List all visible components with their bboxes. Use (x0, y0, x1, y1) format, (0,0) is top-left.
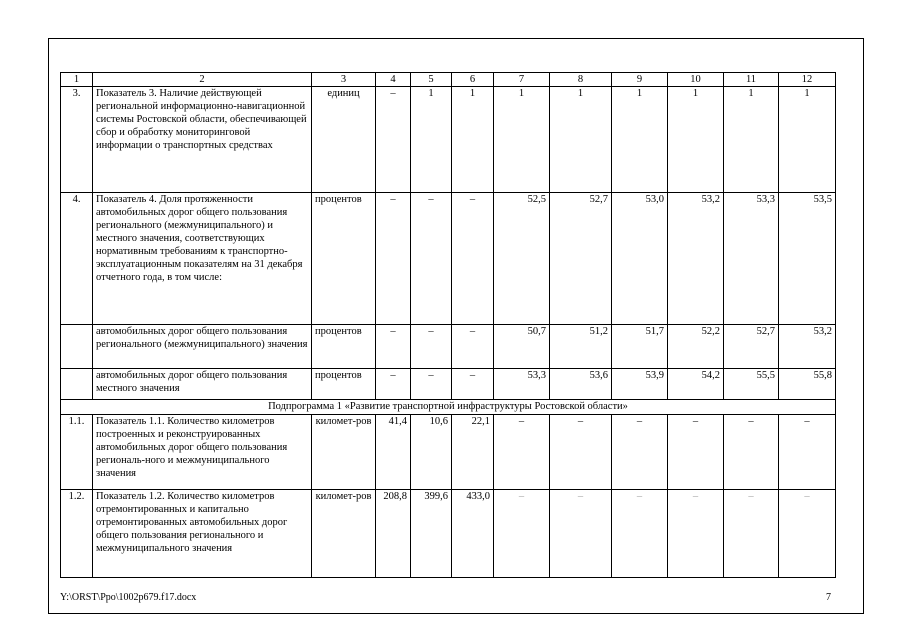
value-cell: 1 (668, 87, 724, 193)
unit-cell: процентов (312, 193, 376, 325)
value-cell: 54,2 (668, 369, 724, 400)
table-header-row (61, 73, 836, 87)
value-cell: 53,3 (494, 369, 550, 400)
indicator-text: Показатель 3. Наличие действующей региональной информационно-навигационной системы Ростовской области, обеспечивающей сбор и обработку мониторинговой информации о транспортных средствах (93, 87, 312, 193)
unit-cell: процентов (312, 325, 376, 369)
value-cell: 1 (550, 87, 612, 193)
header-cell: 8 (550, 73, 612, 87)
value-cell: – (452, 193, 494, 325)
unit-cell: единиц (312, 87, 376, 193)
value-cell: – (612, 415, 668, 490)
value-cell: – (411, 325, 452, 369)
value-cell: – (779, 490, 836, 578)
row-number: 4. (61, 193, 93, 325)
value-cell: 52,7 (724, 325, 779, 369)
value-cell: 53,0 (612, 193, 668, 325)
value-cell: 55,5 (724, 369, 779, 400)
subprogram-title: Подпрограмма 1 «Развитие транспортной инфраструктуры Ростовской области» (61, 400, 836, 415)
value-cell: – (411, 369, 452, 400)
value-cell: – (452, 369, 494, 400)
header-cell: 11 (724, 73, 779, 87)
footer-page-number: 7 (826, 592, 831, 603)
subprogram-row (61, 400, 836, 415)
value-cell: 53,9 (612, 369, 668, 400)
table-row (61, 369, 836, 400)
value-cell: – (494, 490, 550, 578)
header-cell: 2 (93, 73, 312, 87)
value-cell: 51,7 (612, 325, 668, 369)
value-cell: 53,2 (668, 193, 724, 325)
header-cell: 4 (376, 73, 411, 87)
table-row (61, 87, 836, 193)
value-cell: 53,2 (779, 325, 836, 369)
value-cell: – (724, 415, 779, 490)
header-cell: 6 (452, 73, 494, 87)
value-cell: 52,7 (550, 193, 612, 325)
value-cell: – (612, 490, 668, 578)
value-cell: 52,2 (668, 325, 724, 369)
value-cell: – (779, 415, 836, 490)
value-cell: – (550, 415, 612, 490)
row-number (61, 325, 93, 369)
value-cell: 41,4 (376, 415, 411, 490)
value-cell: 55,8 (779, 369, 836, 400)
table-row (61, 193, 836, 325)
header-cell: 9 (612, 73, 668, 87)
table-row (61, 415, 836, 490)
indicator-text: Показатель 4. Доля протяженности автомобильных дорог общего пользования регионального (межмуниципального) и местного значения, соответствующих нормативным требованиям к транспортно-эксплуатационным показателям на 31 декабря отчетного года, в том числе: (93, 193, 312, 325)
value-cell: – (376, 325, 411, 369)
unit-cell: процентов (312, 369, 376, 400)
value-cell: 51,2 (550, 325, 612, 369)
row-number: 1.1. (61, 415, 93, 490)
value-cell: 1 (411, 87, 452, 193)
header-cell: 10 (668, 73, 724, 87)
value-cell: 22,1 (452, 415, 494, 490)
indicators-table (60, 72, 836, 578)
indicator-text: Показатель 1.2. Количество километров отремонтированных и капитально отремонтированных автомобильных дорог общего пользования регионального и межмуниципального значения (93, 490, 312, 578)
header-cell: 12 (779, 73, 836, 87)
row-number (61, 369, 93, 400)
value-cell: 1 (612, 87, 668, 193)
value-cell: – (376, 193, 411, 325)
value-cell: – (376, 87, 411, 193)
value-cell: 399,6 (411, 490, 452, 578)
footer-file-path: Y:\ORST\Ppo\1002p679.f17.docx (60, 592, 197, 603)
indicator-text: автомобильных дорог общего пользования регионального (межмуниципального) значения (93, 325, 312, 369)
value-cell: 1 (724, 87, 779, 193)
unit-cell: километ-ров (312, 415, 376, 490)
row-number: 1.2. (61, 490, 93, 578)
value-cell: 1 (452, 87, 494, 193)
row-number: 3. (61, 87, 93, 193)
header-cell: 7 (494, 73, 550, 87)
value-cell: – (550, 490, 612, 578)
value-cell: – (411, 193, 452, 325)
value-cell: 10,6 (411, 415, 452, 490)
value-cell: 1 (779, 87, 836, 193)
value-cell: 52,5 (494, 193, 550, 325)
value-cell: – (376, 369, 411, 400)
value-cell: – (452, 325, 494, 369)
table-row (61, 325, 836, 369)
value-cell: – (668, 490, 724, 578)
header-cell: 5 (411, 73, 452, 87)
value-cell: 1 (494, 87, 550, 193)
value-cell: – (668, 415, 724, 490)
value-cell: 53,6 (550, 369, 612, 400)
table-row (61, 490, 836, 578)
value-cell: 53,5 (779, 193, 836, 325)
unit-cell: километ-ров (312, 490, 376, 578)
indicator-text: Показатель 1.1. Количество километров построенных и реконструированных автомобильных дорог общего пользования региональ-ного и межмуниципального значения (93, 415, 312, 490)
value-cell: 433,0 (452, 490, 494, 578)
value-cell: – (494, 415, 550, 490)
value-cell: – (724, 490, 779, 578)
header-cell: 1 (61, 73, 93, 87)
header-cell: 3 (312, 73, 376, 87)
value-cell: 50,7 (494, 325, 550, 369)
indicator-text: автомобильных дорог общего пользования местного значения (93, 369, 312, 400)
value-cell: 208,8 (376, 490, 411, 578)
value-cell: 53,3 (724, 193, 779, 325)
